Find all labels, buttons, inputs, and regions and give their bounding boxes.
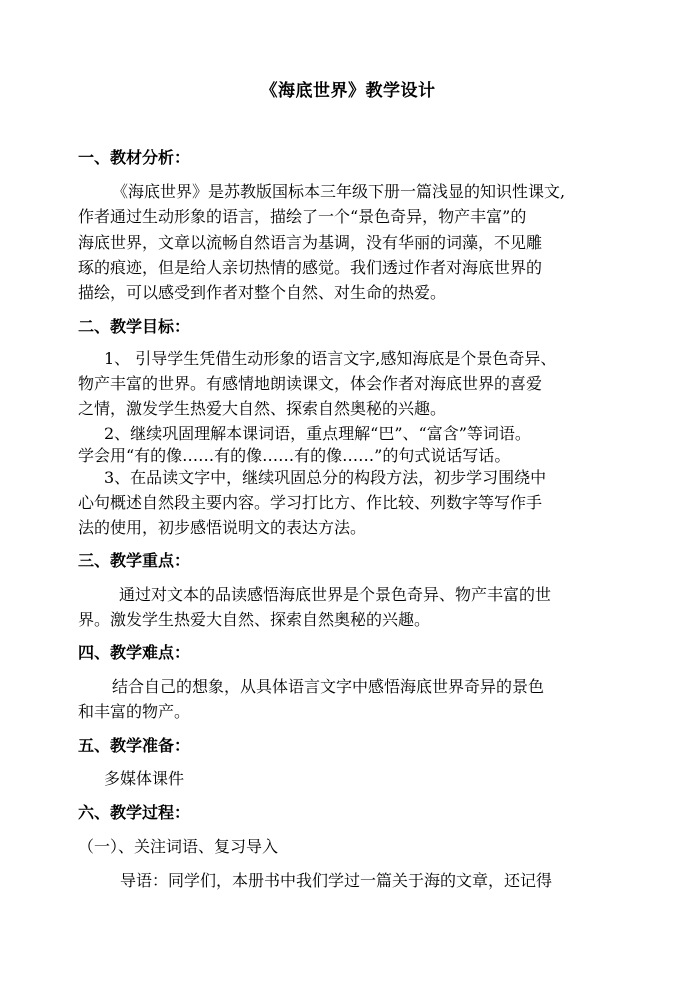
paragraph-line: 描绘，可以感受到作者对整个自然、对生命的热爱。 [78,283,447,302]
paragraph-line: 作者通过生动形象的语言，描绘了一个“景色奇异，物产丰富”的 [78,207,527,226]
paragraph-line: 琢的痕迹，但是给人亲切热情的感觉。我们透过作者对海底世界的 [78,258,543,277]
paragraph-line: 2、继续巩固理解本课词语，重点理解“巴”、“富含”等词语。 [104,424,531,443]
document-title: 《海底世界》教学设计 [260,81,436,101]
subsection-heading: （一）、关注词语、复习导入 [78,837,279,856]
paragraph-line: 界。激发学生热爱大自然、探索自然奥秘的兴趣。 [78,610,431,629]
paragraph-line: 《海底世界》是苏教版国标本三年级下册一篇浅显的知识性课文, [112,182,566,201]
section-heading-process: 六、教学过程： [78,803,191,822]
paragraph-line: 多媒体课件 [104,769,185,788]
paragraph-line: 导语：同学们，本册书中我们学过一篇关于海的文章，还记得 [120,871,553,890]
paragraph-line: 法的使用，初步感悟说明文的表达方法。 [78,518,367,537]
paragraph-line: 学会用“有的像……有的像……有的像……”的句式说话写话。 [78,446,511,465]
paragraph-line: 和丰富的物产。 [78,702,191,721]
section-heading-analysis: 一、教材分析： [78,148,191,167]
paragraph-line: 1、 引导学生凭借生动形象的语言文字,感知海底是个景色奇异、 [104,349,557,368]
paragraph-line: 物产丰富的世界。有感情地朗读课文，体会作者对海底世界的喜爱 [78,374,543,393]
paragraph-line: 通过对文本的品读感悟海底世界是个景色奇异、物产丰富的世 [119,585,552,604]
paragraph-line: 海底世界，文章以流畅自然语言为基调，没有华丽的词藻，不见雕 [78,233,543,252]
paragraph-line: 结合自己的想象，从具体语言文字中感悟海底世界奇异的景色 [112,677,545,696]
paragraph-line: 之情，激发学生热爱大自然、探索自然奥秘的兴趣。 [78,399,447,418]
section-heading-key-points: 三、教学重点： [78,551,191,570]
section-heading-preparation: 五、教学准备： [78,736,191,755]
paragraph-line: 3、在品读文字中，继续巩固总分的构段方法，初步学习围绕中 [104,468,547,487]
paragraph-line: 心句概述自然段主要内容。学习打比方、作比较、列数字等写作手 [78,493,543,512]
section-heading-difficulties: 四、教学难点： [78,643,191,662]
section-heading-objectives: 二、教学目标： [78,317,191,336]
